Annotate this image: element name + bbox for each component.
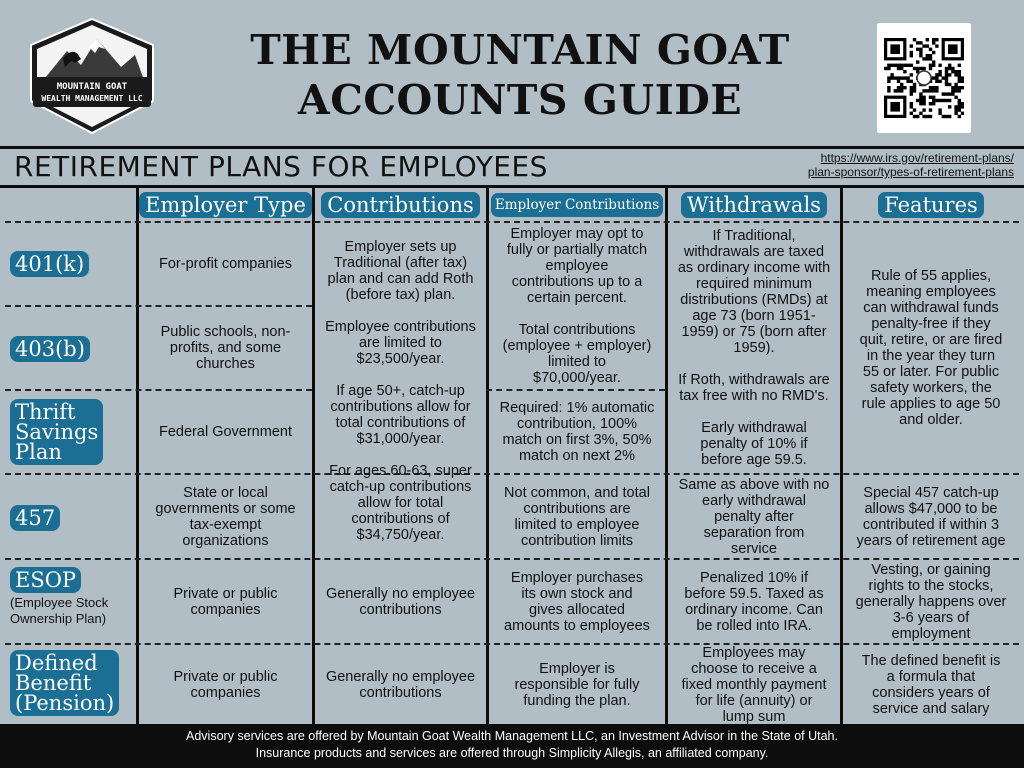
- header: [5, 5, 1019, 146]
- cell-employer-type-401k: For-profit companies: [159, 256, 292, 272]
- row-header-label: ESOP: [10, 567, 81, 593]
- cell-employer-type-esop: Private or public companies: [173, 585, 278, 618]
- cell-withdrawals-457: Same as above with no early withdrawal penalty after separation from service: [678, 476, 830, 557]
- qr-code-icon: [884, 33, 964, 123]
- col-header-label: Employer Type: [139, 192, 312, 218]
- cell-employer-contrib-esop: Employer purchases its own stock and gives allocated amounts to employees: [504, 569, 650, 634]
- irs-link-line2[interactable]: plan-sponsor/types-of-retirement-plans: [807, 165, 1014, 179]
- row-header-esop: [10, 567, 108, 627]
- row-header-sublabel: (Employee Stock Ownership Plan): [10, 595, 109, 626]
- cell-features-shared: Rule of 55 applies, meaning employees can withdrawal funds penalty-free if they quit, retire, or are fired in the year they turn 55 or later. For public safety workers, the rule applies to age 50 and older.: [859, 268, 1003, 428]
- row-header-label: Thrift Savings Plan: [10, 399, 103, 465]
- col-header-contributions: [315, 192, 486, 218]
- footer-line1: Advisory services are offered by Mountain Goat Wealth Management LLC, an Investment Advisor in the State of Utah.: [186, 729, 838, 743]
- cell-contributions-pension: Generally no employee contributions: [325, 668, 476, 701]
- cell-contributions-shared: Employer sets up Traditional (after tax) plan and can add Roth (before tax) plan. Employee contributions are limited to $23,500/year. If age 50+, catch-up contributions allow for total contributions of $31,000/year. For ages 60-63, super catch-up contributions allow for total contributions of $34,750/year.: [325, 238, 476, 543]
- logo-line2: WEALTH MANAGEMENT LLC: [41, 94, 143, 103]
- cell-features-esop: Vesting, or gaining rights to the stocks, generally happens over 3-6 years of employment: [855, 561, 1007, 642]
- cell-features-457: Special 457 catch-up allows $47,000 to be contributed if within 3 years of retirement age: [856, 484, 1006, 549]
- cell-contributions-esop: Generally no employee contributions: [325, 585, 476, 618]
- cell-employer-type-403b: Public schools, non- profits, and some churches: [160, 324, 291, 372]
- col-header-label: Contributions: [321, 192, 480, 218]
- col-header-label: Withdrawals: [681, 192, 827, 218]
- page-title: [195, 25, 845, 125]
- title-line2: ACCOUNTS GUIDE: [297, 76, 743, 124]
- cell-employer-contrib-tsp: Required: 1% automatic contribution, 100% match on first 3%, 50% match on next 2%: [499, 400, 655, 464]
- footer-disclaimer: [0, 724, 1024, 768]
- cell-withdrawals-shared: If Traditional, withdrawals are taxed as ordinary income with required minimum distributions (RMDs) at age 73 (born 1951- 1959) or 75 (born after 1959). If Roth, withdrawals are tax free with no RMD's. Early withdrawal penalty of 10% if before age 59.5.: [677, 228, 831, 468]
- cell-employer-type-457: State or local governments or some tax-exempt organizations: [155, 484, 296, 549]
- row-header-457: [10, 505, 60, 531]
- footer-line2: Insurance products and services are offered through Simplicity Allegis, an affiliated company.: [255, 746, 769, 760]
- col-header-label: Employer Contributions: [491, 193, 663, 217]
- row-header-label: 403(b): [10, 336, 90, 362]
- cell-employer-type-pension: Private or public companies: [173, 668, 278, 701]
- row-header-label: 457: [10, 505, 60, 531]
- retirement-plans-table: [5, 188, 1019, 724]
- row-header-label: Defined Benefit (Pension): [10, 650, 119, 716]
- logo-line1: MOUNTAIN GOAT: [56, 82, 128, 92]
- cell-withdrawals-pension: Employees may choose to receive a fixed monthly payment for life (annuity) or lump sum: [681, 644, 827, 725]
- row-header-pension: [10, 650, 119, 716]
- cell-employer-contrib-pension: Employer is responsible for fully funding the plan.: [514, 660, 640, 709]
- col-header-label: Features: [878, 192, 984, 218]
- col-header-withdrawals: [668, 192, 840, 218]
- row-header-label: 401(k): [10, 251, 89, 277]
- col-header-features: [843, 192, 1019, 218]
- cell-employer-contrib-shared: Employer may opt to fully or partially match employee contributions up to a certain percent. Total contributions (employee + employer) limited to $70,000/year.: [502, 226, 652, 386]
- row-header-403b: [10, 336, 90, 362]
- cell-withdrawals-esop: Penalized 10% if before 59.5. Taxed as ordinary income. Can be rolled into IRA.: [684, 569, 824, 634]
- cell-employer-contrib-457: Not common, and total contributions are limited to employee contribution limits: [504, 484, 650, 549]
- cell-employer-type-tsp: Federal Government: [159, 424, 292, 440]
- irs-link-line1[interactable]: https://www.irs.gov/retirement-plans/: [820, 151, 1014, 165]
- section-subtitle: RETIREMENT PLANS FOR EMPLOYEES: [14, 150, 548, 183]
- qr-code[interactable]: [877, 23, 971, 133]
- title-line1: THE MOUNTAIN GOAT: [250, 26, 790, 74]
- cell-features-pension: The defined benefit is a formula that considers years of service and salary: [861, 652, 1001, 717]
- irs-link[interactable]: [808, 151, 1014, 179]
- row-header-401k: [10, 251, 89, 277]
- col-header-employer-type: [139, 192, 312, 218]
- row-header-tsp: [10, 399, 103, 465]
- header-divider: [0, 146, 1024, 149]
- col-header-employer-contributions: [489, 192, 665, 218]
- mountain-goat-logo: [27, 17, 157, 135]
